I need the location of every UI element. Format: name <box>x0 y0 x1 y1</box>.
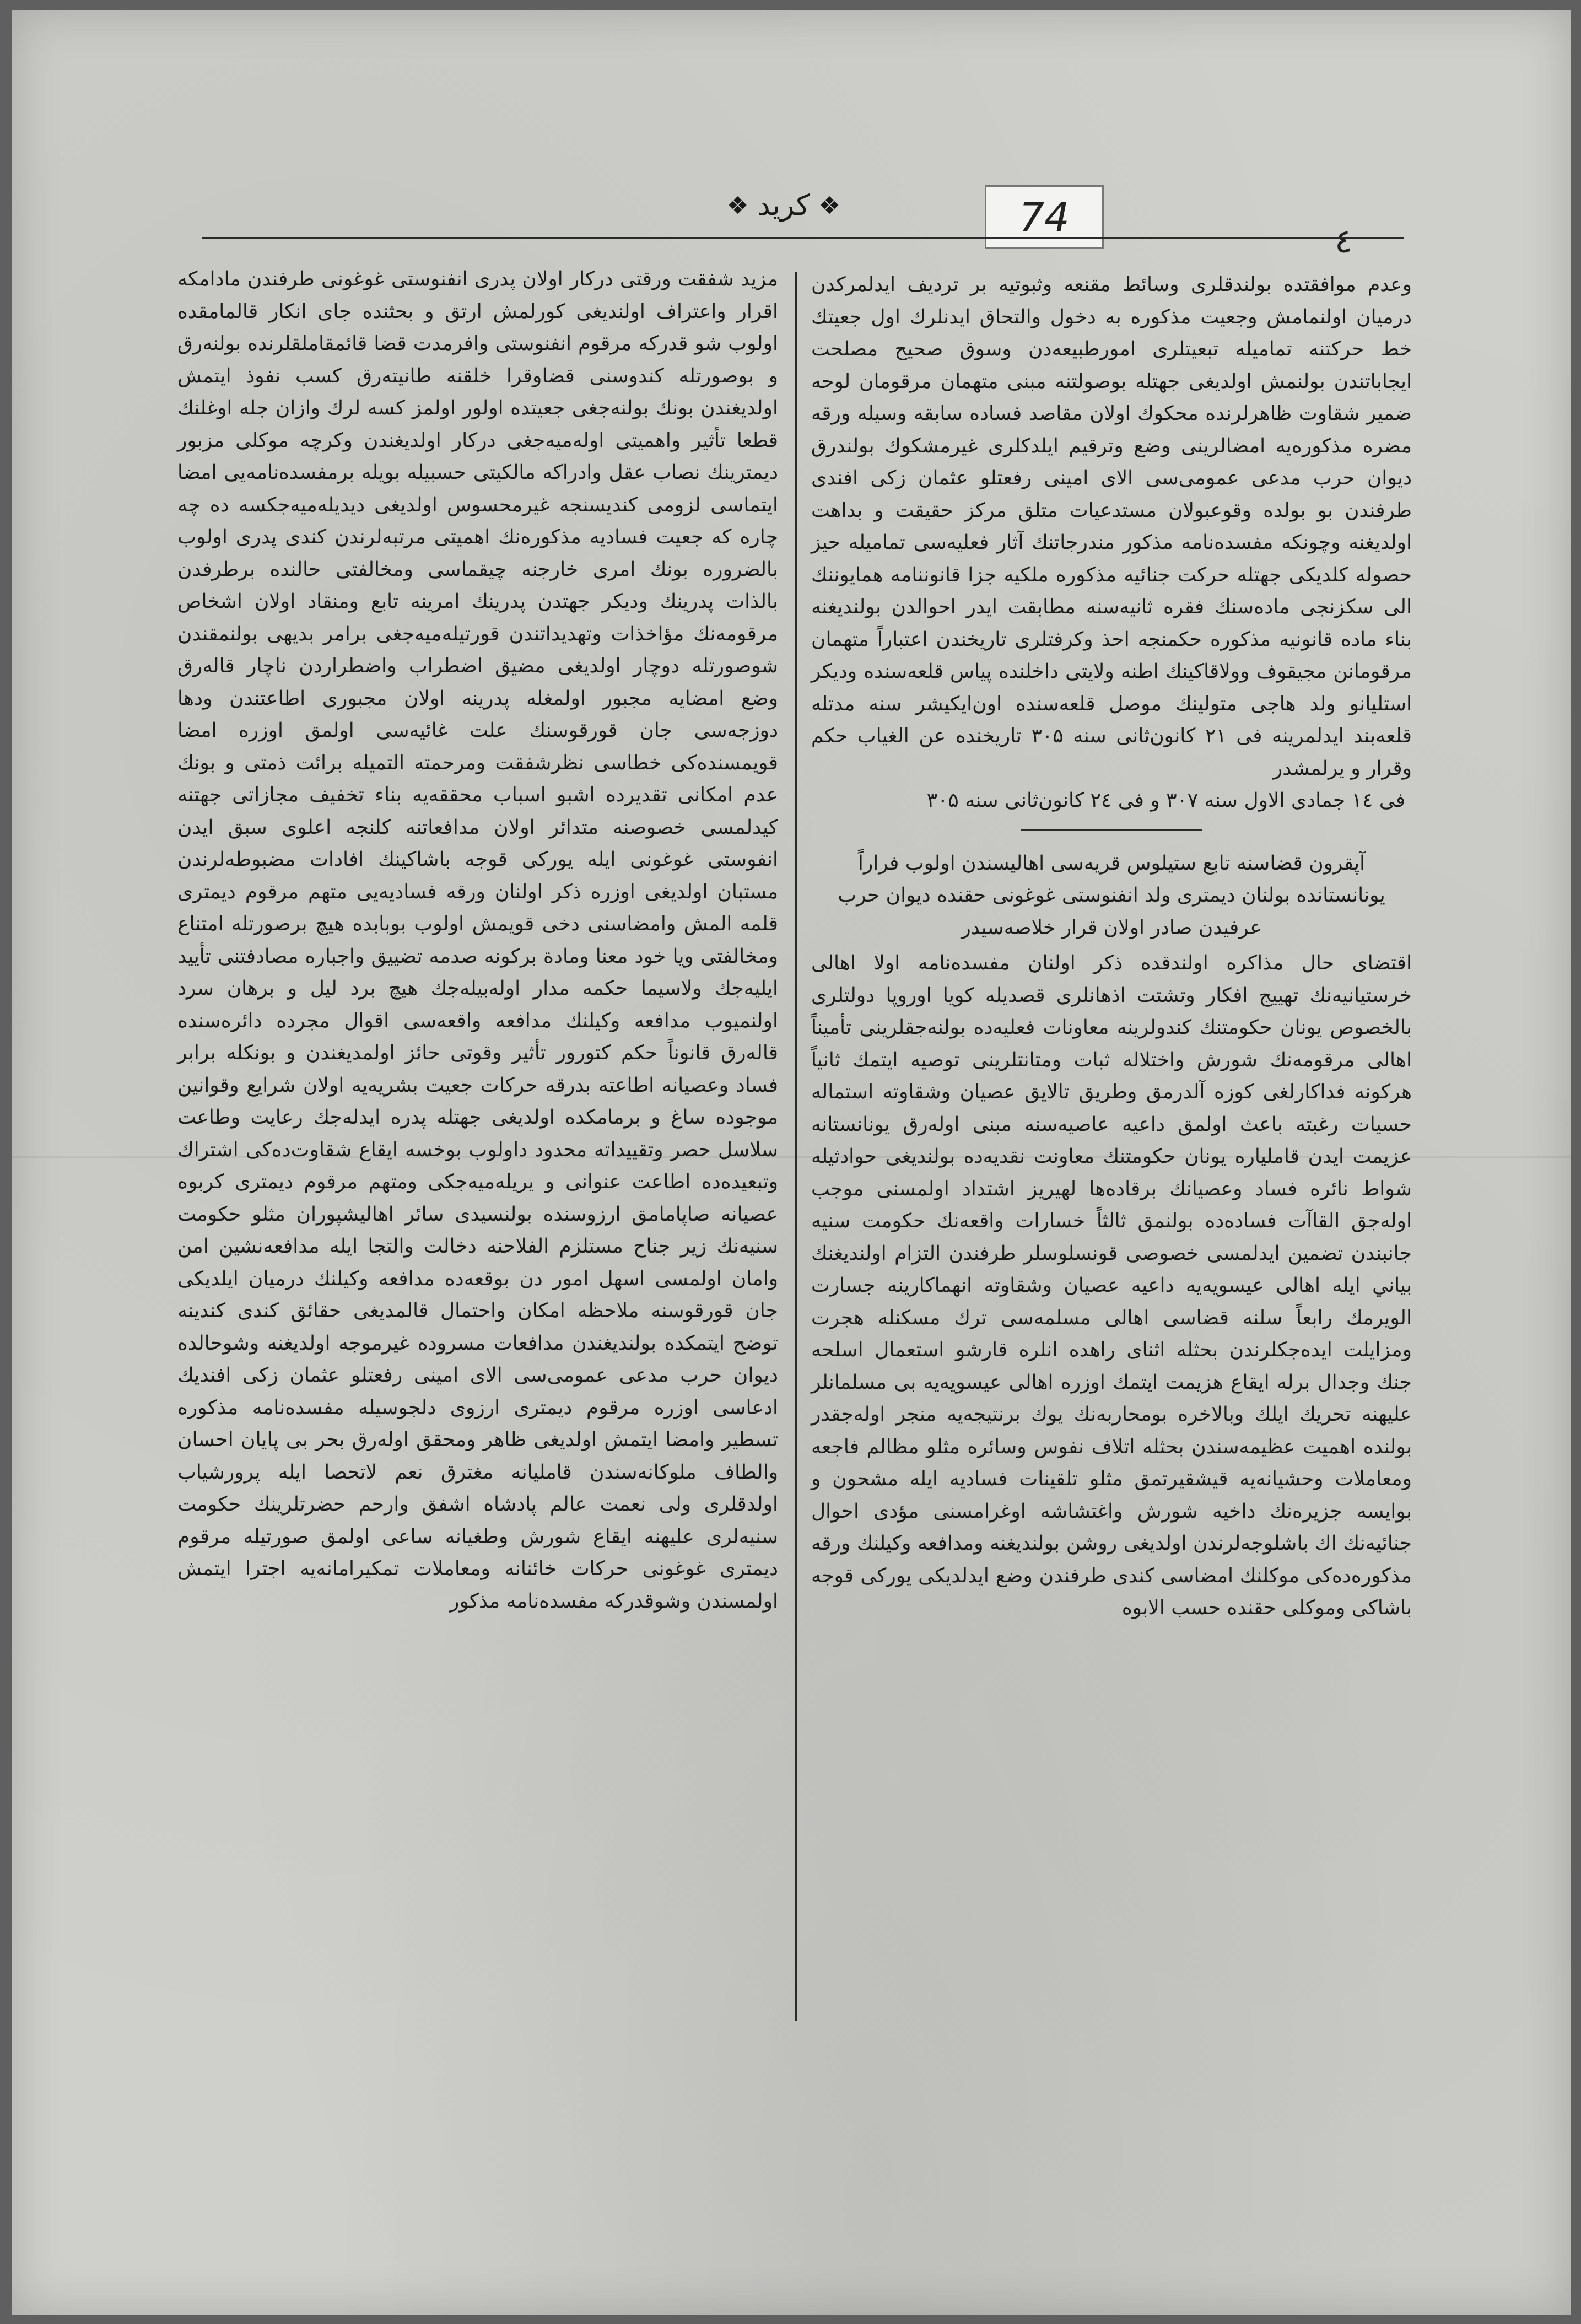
ornament-left: ❖ <box>726 191 749 220</box>
header-rule <box>202 237 1404 239</box>
dateline: فی ۱٤ جمادی الاول سنه ۳۰۷ و فی ۲٤ کانون‌ثانی سنه ۳۰۵ <box>926 789 1405 812</box>
article-paragraph: مزيد شفقت ورقتی درکار اولان پدری انفنوستی غوغونی طرفندن مادامکه اقرار واعتراف اولنديغی کورلمش ارتق و بحثنده جای انکار قالمامقده اولوب شو قدرکه مرقوم انفنوستی وافرمدت قضا قائمقاملقلرنده بولنه‌رق و بوصورتله کندوسنی قضاوقرا خلقنه طانيته‌رق کسب نفوذ ايتمش اولديغندن بونك بولنه‌جغی جعيتده اولور اولمز کسه لرك وازان جله اوغلنك قطعا تأثير واهميتی اوله‌ميه‌جغی درکار اولديغندن وکرچه موکلی مزبور ديمترينك نصاب عقل وادراکه مالکيتی حسبيله بويله برمفسده‌نامه‌يی امضا ايتماسی لزومی کنديسنجه غيرمحسوس اولديغی ديديله‌ميه‌جکسه ده چه چاره که جعيت فساديه مذکوره‌نك اهميتی مرتبه‌لرندن کندی پدری اولوب بالضروره بونك امری خارجنه چيقماسی ومخالفتی حالنده برطرفدن بالذات پدرينك ودیکر جهتدن پدرينك امرينه تابع ومنقاد اولان اشخاص مرقومه‌نك مؤاخذات وتهديداتندن قورتيله‌ميه‌جغی برامر بديهی بولنمقندن شوصورتله دوچار اولديغی مضيق اضطراب واضطراردن ناچار قاله‌رق وضع امضايه مجبور اولمغله پدرينه اولان مجبوری اطاعتندن ودها دوزجه‌سی جان قورقوسنك علت غائيه‌سی اولمق اوزره امضا قويمسنده‌کی خطاسی نظرشفقت ومرحمته التميله برائت ذمتی و بونك عدم امکانی تقديرده اشبو اسباب محققه‌يه بناء تخفيف مجازاتی جهتنه کيدلمسی خصوصنه متدائر اولان مدافعاتنه کلنجه اعلوی سبق ايدن انفوستی غوغونی ايله يورکی قوجه باشاکينك افادات مضبوطه‌لرندن مستبان اولديغی اوزره ذکر اولنان ورقه فساديه‌يی متهم مرقوم ديمتری قلمه المش وامضاسنی دخی قويمش اولوب بوبابده هيچ برصورتله امتناع ومخالفتی ويا خود معنا ومادة برکونه صدمه تضييق واجباره مصادفتنی تأييد ايليه‌جك ولاسيما حکمه مدار اوله‌بيله‌جك هيچ برد ليل و برهان سرد اولنميوب مدافعه وکيلنك مدافعه واقعه‌سی اقوال مجرده دائره‌سنده قاله‌رق قانوناً حکم کتورور تأثير وقوتی حائز اولمديغندن و بونکله برابر فساد وعصيانه اطاعته بدرقه حرکات جعيت بشريه‌يه اولان شرايع وقوانين موجوده ساغ و برمامکده اولديغی جهتله پدره ايدله‌جك رعايت وطاعت سلاسل حصر وتقييداته محدود داولوب بوخسه ايقاع شقاوت‌ده‌کی اشتراك وتبعيده‌ده اطاعت عنوانی و يريله‌ميه‌جکی ومتهم مرقوم ديمتری کربوه عصيانه صاپامامق ارزوسنده بولنسيدی سائر اهاليشپوران مثلو حکومت سنيه‌نك زير جناح مستلزم الفلاحنه دخالت والتجا ايله مدافعه‌نشين امن وامان اولمسی اسهل امور دن بوقعه‌ده مدافعه وکيلنك درميان ايلديکی جان قورقوسنه ملاحظه امکان واحتمال قالمديغی حقائق کندی کندينه توضح ايتمکده بولنديغندن مدافعات مسروده غيرموجه اولديغنه وشوحالده ديوان حرب مدعی عمومی‌سی الای امينی رفعتلو عثمان زکی افنديك ادعاسی اوزره مرقوم ديمتری ارزوی دلجوسيله مفسده‌نامه مذکوره تسطير وامضا ايتمش اولديغی ظاهر ومحقق اوله‌رق بحر بی پايان احسان والطاف ملوکانه‌سندن قامليانه مغترق نعم لاتحصا ايله پرورشياب اولدقلری ولی نعمت عالم پادشاه اشفق وارحم حضرتلرينك حکومت سنيه‌لری عليهنه ايقاع شورش وطغيانه ساعی اولمق صورتيله مرقوم ديمتری غوغونی حرکات خائنانه ومعاملات تمکيرامانه‌يه اجترا ايتمش اولمسندن وشوقدرکه مفسده‌نامه مذکور <box>177 268 778 1613</box>
masthead-title: کريد <box>757 189 810 222</box>
article-paragraph: اقتضای حال مذاکره اولندقده ذکر اولنان مفسده‌نامه اولا اهالی خرستيانيه‌نك تهييج افکار وتشتت اذهانلری قصديله کويا اوروپا دولتلری بالخصوص يونان حکومتنك کندولرينه معاونات فعليه‌ده بولنه‌جقلرينی تأميناً اهالی مرقومه‌نك شورش واختلاله ثبات ومتانتلرينی توصيه ايتمك ثانياً هرکونه فداکارلغی کوزه آلدرمق وطريق تالايق عصيان وشقاوته استماله حسيات رغبته باعث اولمق داعيه عاصيه‌سنه مبنی اوله‌رق يونانستانه عزيمت ايدن قاملياره يونان حکومتنك معاونت نقديه‌ده بولنديغی حوادثيله شواط نائره فساد وعصيانك برقاده‌ها لهيريز اشتداد اولمسنی موجب اوله‌جق القاآت فساده‌ده بولنمق ثالثاً خسارات واقعه‌نك حکومت سنيه جانبندن تضمين ايدلمسی خصوصی قونسلوسلر طرفندن التزام اولنديغنك بياني ايله اهالی عيسويه‌يه داعيه عصيان وشقاوته انهماکارينه جسارت الويرمك رابعاً سلنه قضاسی اهالی مسلمه‌سی ترك مسکنله هجرت ومزايلت ايده‌جکلرندن بحثله اثنای راهده انلره قارشو استعمال اسلحه جنك وجدال برله ايقاع هزيمت ايتمك اوزره اهالی عيسويه‌يه بی مسلمانلر عليهنه تحريك ايلك وبالاخره بومحاربه‌نك يوك برنتيجه‌يه منجر اوله‌جقدر بولنده اهميت عظيمه‌سندن بحثله اتلاف نفوس وسائره مثلو مظالم فاجعه ومعاملات وحشيانه‌يه قيشقيرتمق مثلو تلقينات فساديه ايله مشحون و بوايسه جزيره‌نك داخيه شورش واغتشاشه اوغرامسنی مؤدی احوال جنائيه‌نك اك باشلوجه‌لرندن اولديغی روشن بولنديغنه ومدافعه وکيلنك ورقه مذکوره‌ده‌کی موکلنك امضاسی کندی طرفندن وضع ايدلديکی يورکی قوجه باشاکی وموکلی حقنده حسب الابوه <box>811 952 1412 1619</box>
section-title: آپقرون قضاسنه تابع ستيلوس قريه‌سی اهاليسندن اولوب فراراً يونانستانده بولنان ديمتری ولد انفنوستی غوغونی حقنده ديوان حرب عرفيدن صادر اولان قرار خلاصه‌سيدر <box>838 851 1385 939</box>
ornament-right: ❖ <box>818 191 841 220</box>
issue-number-stamp: 74 <box>985 185 1104 249</box>
left-column <box>177 263 778 2049</box>
page-number: ٤ <box>1335 222 1353 261</box>
masthead <box>673 189 894 222</box>
right-column <box>811 269 1412 2055</box>
column-divider <box>795 272 797 2021</box>
section-separator <box>1021 829 1202 831</box>
newspaper-page <box>12 10 1571 2315</box>
article-paragraph: وعدم موافقتده بولندقلری وسائط مقنعه وثبوتيه بر ترديف ايدلمرکدن درميان اولنمامش وجعيت مذکوره به دخول والتحاق ايدنلرك اول جعيتك خط حرکتنه تماميله تبعيتلری امورطبيعه‌دن وسوق صحيح مصلحت ايجاباتندن بولنمش اولديغی جهتله بوصولتنه مبنی متهمان مرقومان لوحه ضمير شقاوت ظاهرلرنده محکوك اولان مقاصد فساده سابقه وسيله ورقه مضره مذکوره‌يه امضالرينی وضع وترقيم ايلدکلری غيرمشکوك بولندرق ديوان حرب مدعی عمومی‌سی الای امينی رفعتلو عثمان زکی افندی طرفندن بو بولده وقوعبولان مستدعيات متلق مرکز حقيقت و بداهت اولديغنه وچونکه مفسده‌نامه مذکور مندرجاتنك آثار فعليه‌سی تماميله حيز حصوله کلديکی جهتله حرکت جنائيه مذکوره ملکيه جزا قانوننامه همايوننك الی سکزنجی ماده‌سنك فقره ثانيه‌سنه مطابقت ايدر احوالدن بولنديغنه بناء ماده قانونيه مذکوره حکمنجه احذ وکرفتلری تاريخندن اعتباراً متهمان مرقومانن مجيقوف وولاقاکينك اطنه ولايتی داخلنده پياس قلعه‌سنده وديکر استليانو ولد هاجی متولينك موصل قلعه‌سنده اون‌ايکيشر سنه مدتله قلعه‌بند ايدلمرينه فی ۲۱ کانون‌ثانی سنه ۳۰۵ تاريخنده عن الغياب حکم وقرار و يرلمشدر <box>811 273 1412 780</box>
